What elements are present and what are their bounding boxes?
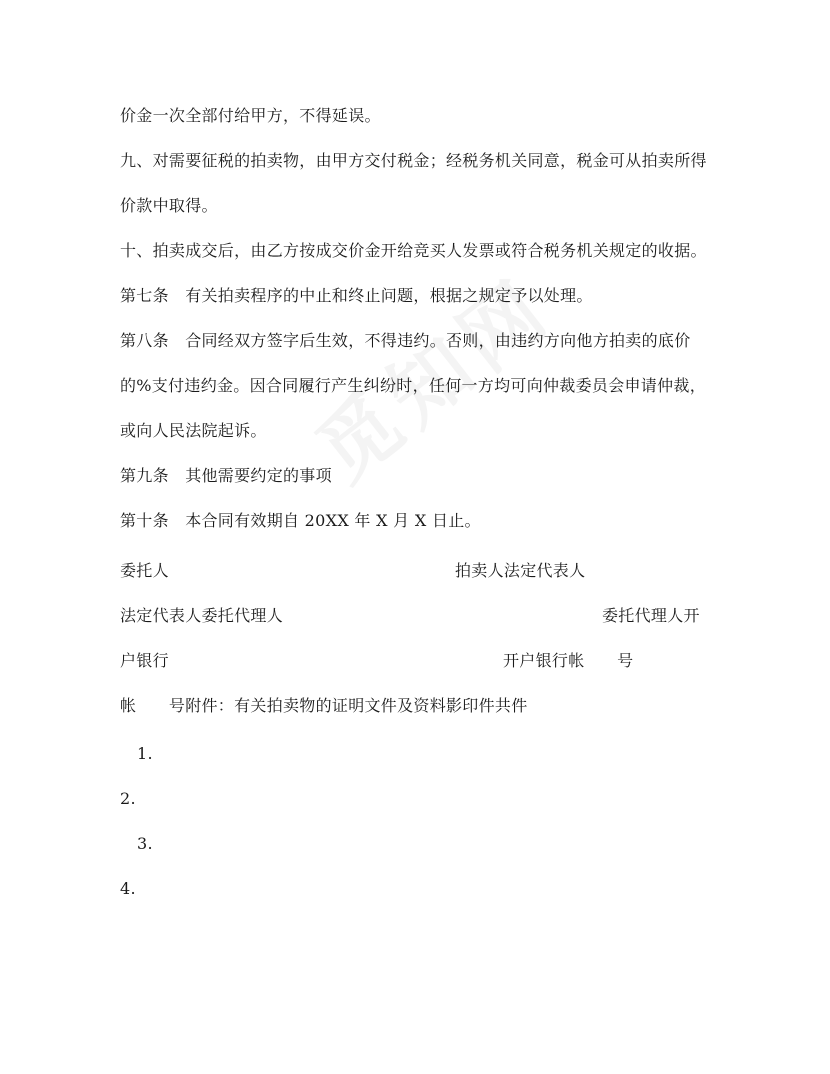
attachment-item-3: 3. <box>137 834 153 853</box>
agent-open-label: 委托代理人开 <box>602 606 700 625</box>
article-eight: 第八条 合同经双方签字后生效，不得违约。否则，由违约方向他方拍卖的底价 <box>120 331 691 350</box>
clause-ten-line: 十、拍卖成交后，由乙方按成交价金开给竞买人发票或符合税务机关规定的收据。 <box>120 241 707 260</box>
article-ten: 第十条 本合同有效期自 20XX 年 X 月 X 日止。 <box>120 511 481 530</box>
clause-nine-line: 九、对需要征税的拍卖物，由甲方交付税金；经税务机关同意，税金可从拍卖所得 <box>120 151 707 170</box>
paragraph-line: 价款中取得。 <box>120 196 218 215</box>
article-seven: 第七条 有关拍卖程序的中止和终止问题，根据之规定予以处理。 <box>120 286 593 305</box>
auctioneer-rep-label: 拍卖人法定代表人 <box>455 561 586 580</box>
account-attachment-line: 帐 号附件：有关拍卖物的证明文件及资料影印件共件 <box>120 696 528 715</box>
bank-account-label: 开户银行帐 号 <box>503 651 634 670</box>
attachment-item-4: 4. <box>120 879 136 898</box>
paragraph-line: 或向人民法院起诉。 <box>120 421 267 440</box>
paragraph-line: 价金一次全部付给甲方，不得延误。 <box>120 106 381 125</box>
paragraph-line: 的%支付违约金。因合同履行产生纠纷时，任何一方均可向仲裁委员会申请仲裁， <box>120 376 707 395</box>
bank-label: 户银行 <box>120 651 169 670</box>
attachment-item-2: 2. <box>120 789 136 808</box>
legal-rep-agent-label: 法定代表人委托代理人 <box>120 606 284 625</box>
attachment-item-1: 1. <box>137 744 153 763</box>
entrust-party-label: 委托人 <box>120 561 169 580</box>
article-nine: 第九条 其他需要约定的事项 <box>120 466 332 485</box>
